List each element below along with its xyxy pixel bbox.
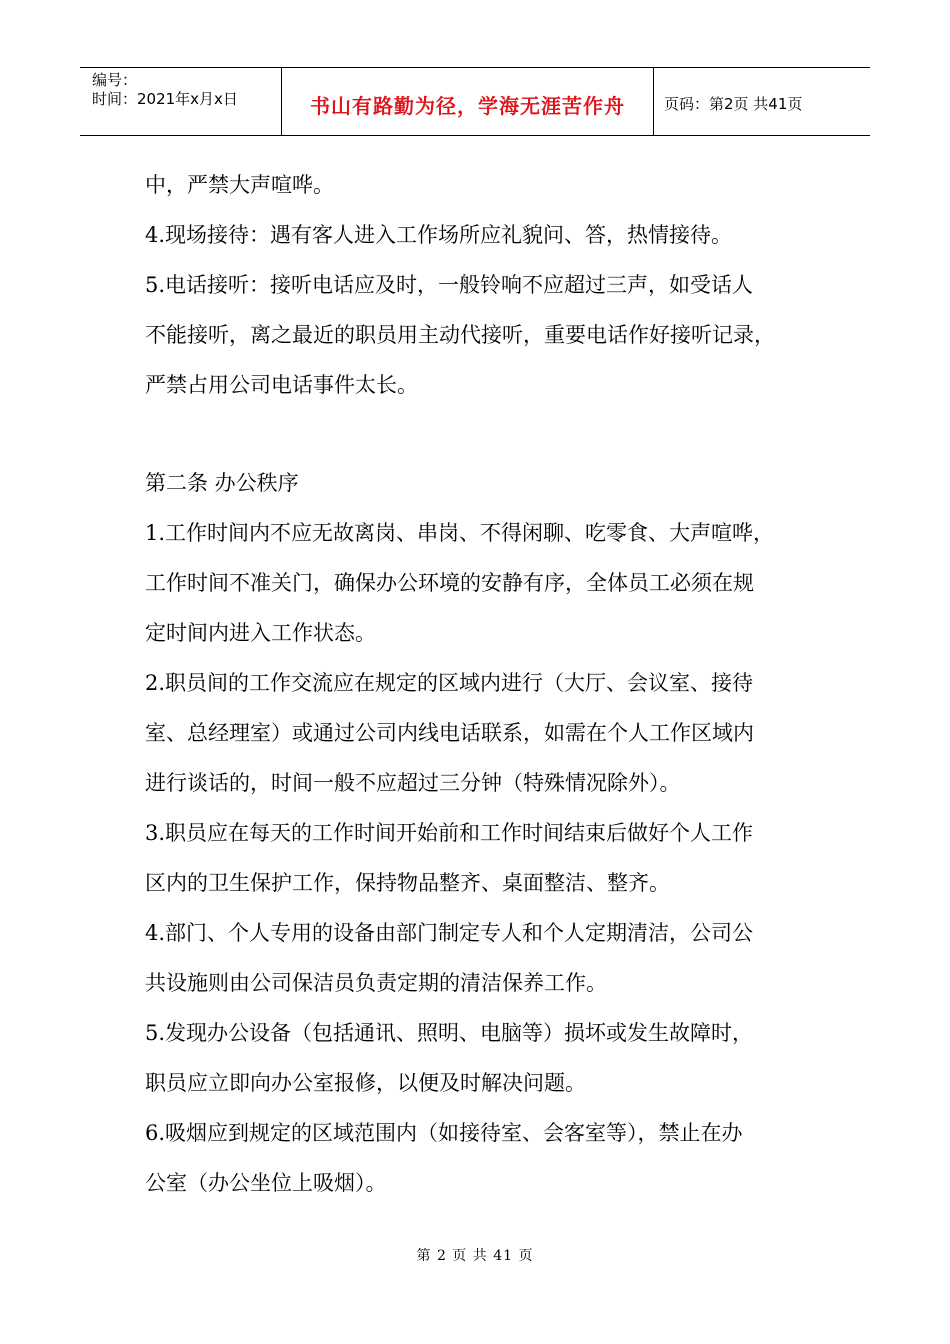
document-header (80, 67, 870, 136)
document-body (145, 160, 835, 1208)
body-line: 职员应立即向办公室报修，以便及时解决问题。 (145, 1071, 586, 1095)
body-line: 公室（办公坐位上吸烟）。 (145, 1171, 387, 1195)
section-heading: 第二条 办公秩序 (145, 471, 299, 495)
body-line: 4.部门、个人专用的设备由部门制定专人和个人定期清洁，公司公 (145, 921, 754, 945)
paragraph-gap (145, 410, 835, 458)
body-line: 区内的卫生保护工作，保持物品整齐、桌面整洁、整齐。 (145, 871, 670, 895)
body-line: 不能接听，离之最近的职员用主动代接听，重要电话作好接听记录， (145, 323, 775, 347)
document-number-label: 编号： (92, 71, 138, 89)
body-line: 工作时间不准关门，确保办公环境的安静有序，全体员工必须在规 (145, 571, 754, 595)
document-date: 时间：2021年x月x日 (92, 90, 238, 108)
body-line: 严禁占用公司电话事件太长。 (145, 373, 418, 397)
body-line: 定时间内进入工作状态。 (145, 621, 376, 645)
body-line: 中，严禁大声喧哗。 (145, 173, 334, 197)
body-line: 进行谈话的，时间一般不应超过三分钟（特殊情况除外）。 (145, 771, 681, 795)
body-line: 3.职员应在每天的工作时间开始前和工作时间结束后做好个人工作 (145, 821, 754, 845)
body-line: 2.职员间的工作交流应在规定的区域内进行（大厅、会议室、接待 (145, 671, 754, 695)
page-footer: 第 2 页 共 41 页 (416, 1248, 534, 1264)
body-line: 4.现场接待：遇有客人进入工作场所应礼貌问、答，热情接待。 (145, 223, 733, 247)
body-line: 5.电话接听：接听电话应及时，一般铃响不应超过三声，如受话人 (145, 273, 754, 297)
header-meta (80, 68, 282, 135)
body-line: 6.吸烟应到规定的区域范围内（如接待室、会客室等），禁止在办 (145, 1121, 743, 1145)
body-line: 1.工作时间内不应无故离岗、串岗、不得闲聊、吃零食、大声喧哗， (145, 521, 775, 545)
header-motto: 书山有路勤为径，学海无涯苦作舟 (282, 68, 654, 135)
body-line: 5.发现办公设备（包括通讯、照明、电脑等）损坏或发生故障时， (145, 1021, 754, 1045)
header-page-info: 页码：第2页 共41页 (664, 95, 803, 113)
body-line: 室、总经理室）或通过公司内线电话联系，如需在个人工作区域内 (145, 721, 754, 745)
body-line: 共设施则由公司保洁员负责定期的清洁保养工作。 (145, 971, 607, 995)
